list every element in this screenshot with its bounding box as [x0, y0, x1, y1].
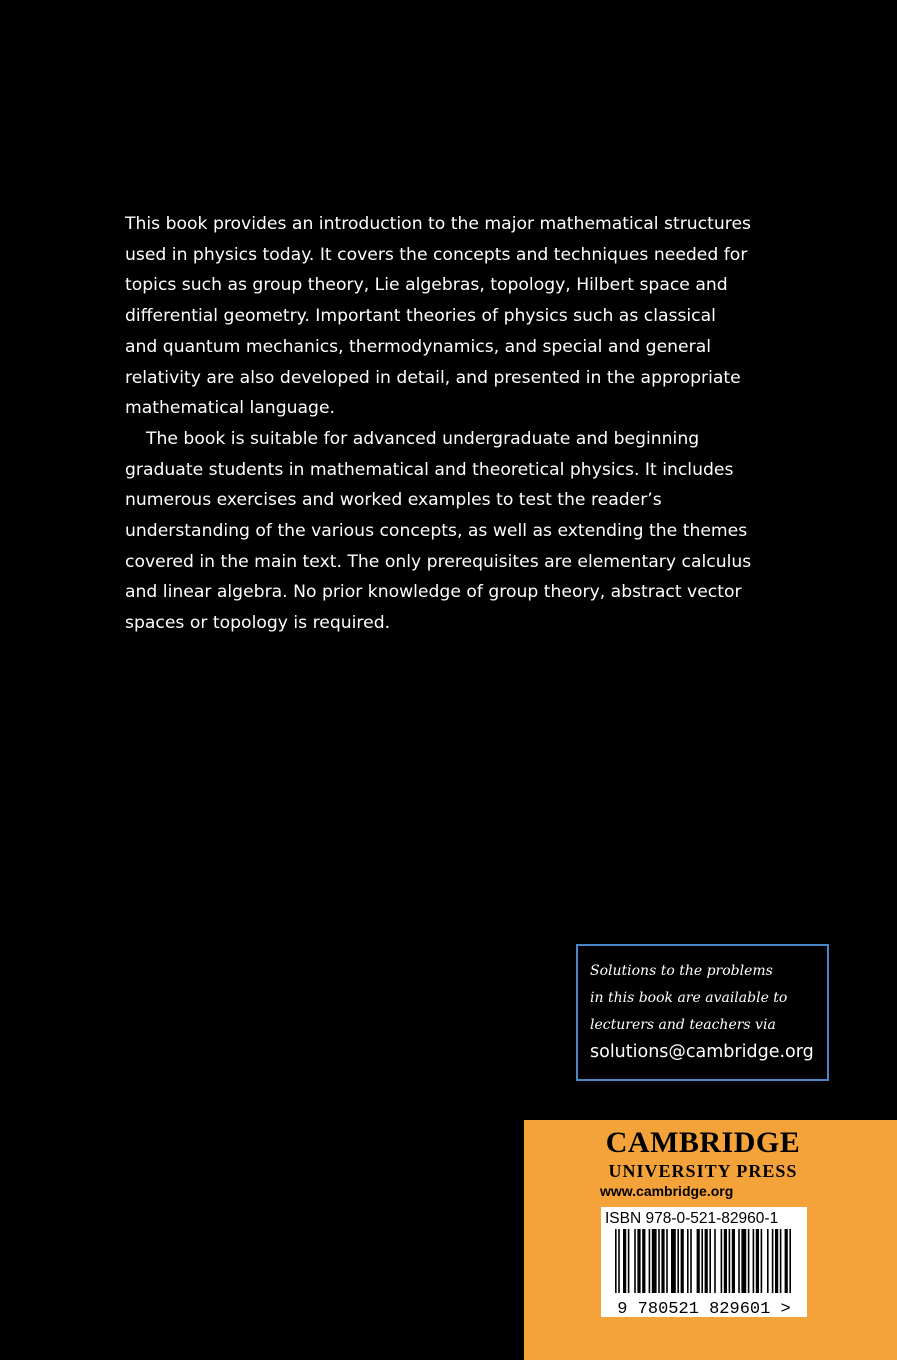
barcode-bar — [671, 1229, 676, 1293]
barcode-digits: 9 780521 829601 > — [617, 1300, 791, 1317]
blurb-paragraph-1: This book provides an introduction to the major mathematical structures used in physics today. It covers the concepts and techniques needed for topics such as group theory, Lie algebras, topology, Hilbert space and differential geometry. Important theories of physics such as classical and quantum mechanics, thermodynamics, and special and general relativity are also developed in detail, and presented in the appropriate mathematical language. — [125, 214, 751, 419]
barcode-bar — [637, 1229, 640, 1293]
barcode-bar — [785, 1229, 788, 1293]
barcode-bar — [724, 1229, 727, 1293]
barcode-bar — [634, 1229, 636, 1293]
publisher-url[interactable]: www.cambridge.org — [600, 1183, 734, 1199]
barcode-bar — [780, 1229, 782, 1293]
barcode-bar — [652, 1229, 657, 1293]
barcode-bar — [677, 1229, 679, 1293]
solutions-notice-box — [576, 944, 829, 1081]
barcode-bar — [775, 1229, 778, 1293]
barcode-bar — [697, 1229, 700, 1293]
barcode-bar — [701, 1229, 703, 1293]
barcode-bar — [709, 1229, 711, 1293]
barcode-bar — [772, 1229, 774, 1293]
blurb-paragraph-2: The book is suitable for advanced undergraduate and beginning graduate students in mathematical and theoretical physics. It includes numerous exercises and worked examples to test the reader’s understanding of the various concepts, as well as extending the themes covered in the main text. The only prerequisites are elementary calculus and linear algebra. No prior knowledge of group theory, abstract vector spaces or topology is required. — [125, 428, 752, 634]
barcode-bar — [753, 1229, 755, 1293]
barcode-bar — [741, 1229, 746, 1293]
barcode-bar — [661, 1229, 664, 1293]
barcode-bar — [705, 1229, 708, 1293]
barcode-bar — [721, 1229, 723, 1293]
barcode-bar — [623, 1229, 626, 1293]
barcode-bar — [681, 1229, 684, 1293]
isbn-label: ISBN 978-0-521-82960-1 — [605, 1210, 779, 1227]
barcode-bar — [761, 1229, 763, 1293]
barcode-bar — [789, 1229, 791, 1293]
barcode-bar — [642, 1229, 645, 1293]
solutions-email[interactable]: solutions@cambridge.org — [590, 1042, 814, 1062]
publisher-logo-press: UNIVERSITY PRESS — [608, 1161, 798, 1181]
barcode-bar — [618, 1229, 620, 1293]
back-cover-blurb — [125, 209, 753, 639]
barcode-bar — [615, 1229, 617, 1293]
publisher-logo-name: CAMBRIDGE — [605, 1126, 801, 1159]
publisher-panel — [524, 1120, 897, 1360]
barcode-bar — [732, 1229, 735, 1293]
barcode-bar — [738, 1229, 740, 1293]
barcode-bar — [767, 1229, 769, 1293]
barcode-bar — [649, 1229, 651, 1293]
barcode-bar — [628, 1229, 630, 1293]
barcode-bar — [756, 1229, 759, 1293]
isbn-barcode — [601, 1207, 807, 1317]
barcode-bar — [687, 1229, 689, 1293]
barcode-bar — [748, 1229, 750, 1293]
barcode-bar — [666, 1229, 668, 1293]
barcode-bar — [714, 1229, 716, 1293]
barcode-bar — [729, 1229, 731, 1293]
solutions-notice-text: Solutions to the problems in this book are available to lecturers and teachers via — [590, 963, 788, 1033]
barcode-bar — [690, 1229, 692, 1293]
barcode-bar — [658, 1229, 660, 1293]
barcode-bars — [601, 1229, 807, 1317]
